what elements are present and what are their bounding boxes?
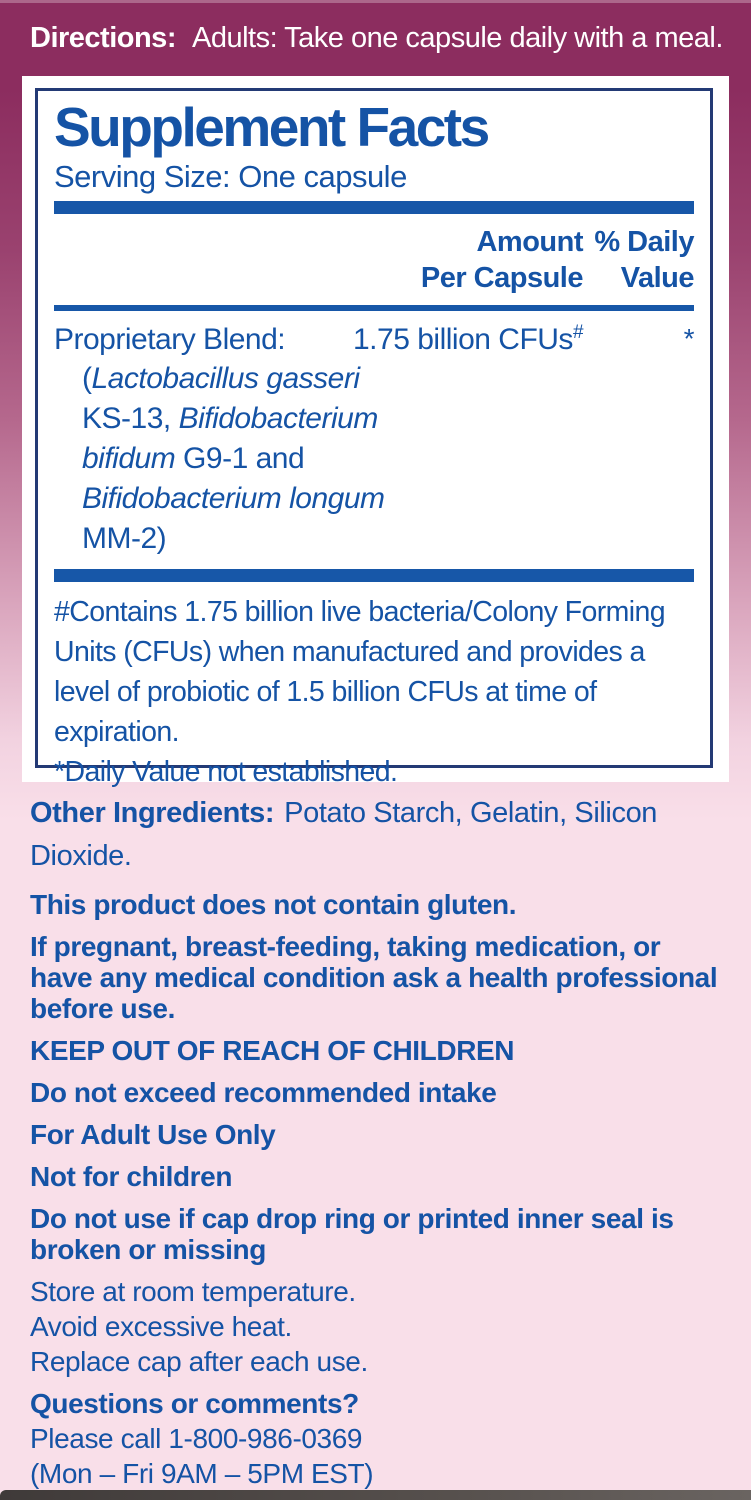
directions-text: Adults: Take one capsule daily with a meal.: [191, 22, 723, 54]
amount-per-capsule-header: [353, 224, 583, 297]
blend-detail: [82, 359, 694, 559]
strain-code: MM-2): [82, 521, 167, 555]
directions-label: Directions:: [30, 22, 176, 54]
footnote: #Contains 1.75 billion live bacteria/Colony Forming Units (CFUs) when manufactured and provides a level of probiotic of 1.5 billion CFUs at time of expiration.: [54, 595, 665, 748]
statement: Replace cap after each use.: [30, 1346, 368, 1377]
statement: Not for children: [30, 1161, 233, 1192]
statement: (Mon – Fri 9AM – 5PM EST): [30, 1458, 374, 1489]
amount-header-line1: Amount: [476, 226, 583, 259]
other-ingredients: [30, 792, 725, 878]
amount-header-line2: Per Capsule: [420, 262, 583, 295]
blend-amount: [353, 323, 583, 357]
daily-header-line1: % Daily: [594, 226, 694, 259]
daily-header-line2: Value: [620, 262, 694, 295]
blend-row: [54, 311, 694, 357]
statement: Store at room temperature.: [30, 1276, 356, 1307]
blend-detail-line: [82, 479, 694, 519]
other-ingredients-text: Potato Starch, Gelatin, Silicon Dioxide.: [30, 797, 658, 872]
statement: Questions or comments?: [30, 1388, 359, 1419]
blend-daily-value: *: [683, 322, 694, 354]
other-ingredients-label: Other Ingredients:: [30, 797, 275, 829]
blend-amount-footmark: #: [572, 321, 584, 343]
statement: Please call 1-800-986-0369: [30, 1423, 363, 1454]
divider-bar-bottom: [54, 569, 694, 582]
label-bottom-edge: [0, 1490, 751, 1500]
blend-detail-line: [82, 399, 694, 439]
header-spacer: [54, 224, 353, 297]
strain-code: G9-1 and: [175, 441, 305, 475]
blend-detail-line: [82, 359, 694, 399]
blend-detail-line: [82, 519, 694, 559]
footnote: *Daily Value not established.: [54, 755, 398, 788]
blend-amount-value: 1.75 billion CFUs: [353, 322, 573, 356]
organism-name: Bifidobacterium: [178, 401, 378, 435]
strain-code: KS-13,: [82, 401, 179, 435]
organism-name: Lactobacillus gasseri: [91, 361, 360, 395]
statement: Avoid excessive heat.: [30, 1311, 292, 1342]
supplement-facts-panel: [22, 76, 729, 788]
statements: [30, 889, 725, 1489]
facts-header-row: [54, 214, 694, 305]
daily-value-header: [583, 224, 694, 297]
statement: Do not use if cap drop ring or printed inner seal is broken or missing: [30, 1203, 674, 1265]
statement: This product does not contain gluten.: [30, 889, 517, 920]
directions-bar: [30, 22, 731, 55]
statement: Do not exceed recommended intake: [30, 1077, 497, 1108]
blend-detail-line: [82, 439, 694, 479]
statement: For Adult Use Only: [30, 1119, 276, 1150]
serving-size: Serving Size: One capsule: [54, 159, 407, 195]
supplement-facts-border: [35, 88, 713, 788]
footnotes: [54, 592, 694, 792]
divider-bar-top: [54, 201, 694, 214]
strain-code: (: [82, 361, 92, 395]
organism-name: Bifidobacterium longum: [82, 481, 385, 515]
panel-title: Supplement Facts: [54, 96, 488, 158]
blend-name: Proprietary Blend:: [54, 322, 286, 356]
organism-name: bifidum: [82, 441, 176, 475]
info-section: [30, 792, 725, 1489]
statement: KEEP OUT OF REACH OF CHILDREN: [30, 1035, 515, 1066]
statement: If pregnant, breast-feeding, taking medication, or have any medical condition ask a health professional before use.: [30, 931, 718, 1024]
